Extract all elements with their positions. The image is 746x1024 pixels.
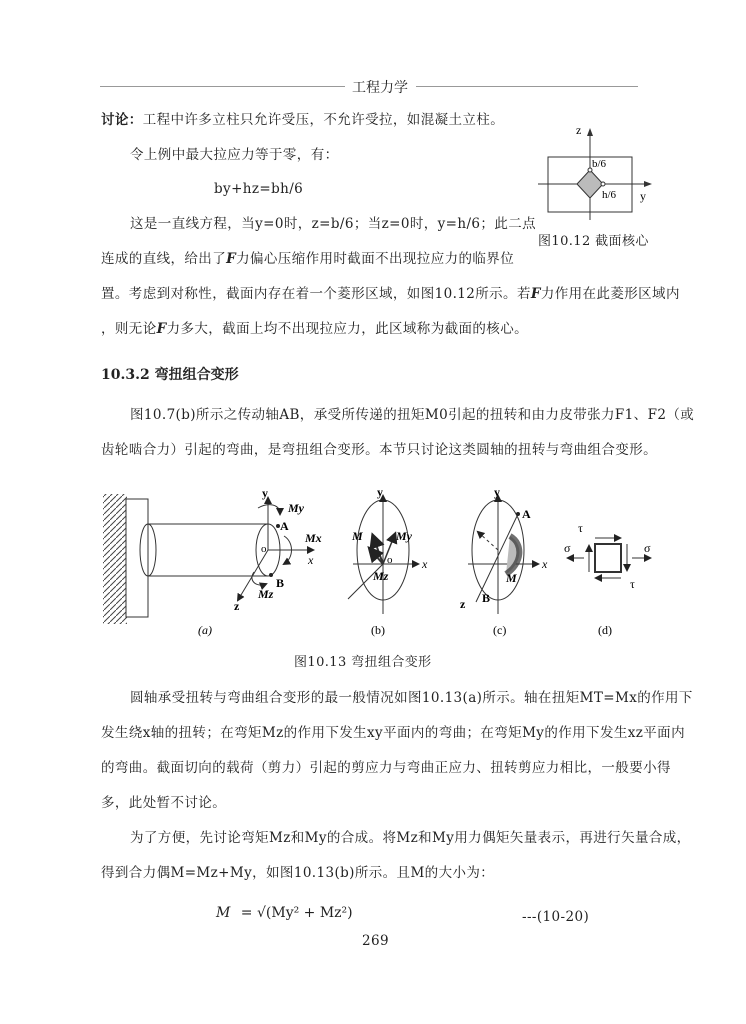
- formula-10-20: [216, 905, 353, 921]
- fig13-b-Mz-label: Mz: [373, 569, 389, 583]
- fig13-b-x-label: x: [422, 557, 428, 571]
- fig13-a-y-label: y: [262, 486, 268, 500]
- page-number: 269: [362, 933, 389, 949]
- fig12-caption: 图10.12 截面核心: [538, 234, 649, 249]
- para2-line3: 的弯曲。截面切向的载荷（剪力）引起的剪应力与弯曲正应力、扭转剪应力相比，一般要小得: [101, 760, 671, 776]
- para2-line4: 多，此处暂不讨论。: [101, 795, 227, 811]
- formula-number: ---(10-20): [522, 909, 590, 925]
- page-header-title: 工程力学: [352, 80, 408, 96]
- section-heading: 10.3.2 弯扭组合变形: [101, 367, 239, 383]
- fig13-a-x-label: x: [308, 553, 314, 567]
- fig13-a-o-label: o: [261, 543, 267, 555]
- para3-line2: 得到合力偶M=Mz+My，如图10.13(b)所示。且M的大小为：: [101, 865, 495, 881]
- fig12-z-label: z: [576, 123, 582, 137]
- fig12-y-label: y: [640, 189, 646, 203]
- fig13-sub-b: (b): [371, 623, 385, 637]
- core-diamond: [577, 170, 603, 198]
- fig13-d-sigma-left: σ: [564, 541, 571, 555]
- fig13-b-section: [348, 496, 418, 614]
- discussion-line-5: 置。考虑到对称性，截面内存在着一个菱形区域，如图10.12所示。若F力作用在此菱形区域内: [101, 286, 680, 302]
- discussion-label: 讨论：: [101, 112, 143, 128]
- equation-line: by+hz=bh/6: [214, 181, 304, 197]
- fig12-h6-label: h/6: [602, 189, 617, 201]
- fig13-caption: 图10.13 弯扭组合变形: [294, 655, 432, 670]
- formula-lhs: M: [216, 905, 231, 921]
- fig13-a-A-label: A: [280, 519, 289, 533]
- fig13-c-B-label: B: [482, 591, 491, 605]
- discussion-line-6: ，则无论F力多大，截面上均不出现拉应力，此区域称为截面的核心。: [101, 321, 529, 337]
- fig13-sub-c: (c): [493, 623, 507, 637]
- fig13-c-M-label: M: [506, 571, 517, 585]
- section-para1-line2: 齿轮啮合力）引起的弯曲，是弯扭组合变形。本节只讨论这类圆轴的扭转与弯曲组合变形。: [101, 442, 657, 458]
- discussion-line-1: [101, 114, 504, 128]
- fig13-a-shaft: [103, 494, 313, 624]
- discussion-line-2: 令上例中最大拉应力等于零，有：: [130, 147, 339, 163]
- para2-line2: 发生绕x轴的扭转；在弯矩Mz的作用下发生xy平面内的弯曲；在弯矩My的作用下发生xz平面内: [101, 725, 685, 741]
- fig13-b-o-label: o: [387, 554, 393, 566]
- fig13-a-Mx-label: Mx: [305, 531, 322, 545]
- fig13-a-z-label: z: [234, 599, 240, 613]
- discussion-line-3: 这是一直线方程，当y=0时，z=b/6；当z=0时，y=h/6；此二点: [130, 216, 537, 232]
- figure-10-12-section-core: [530, 122, 670, 230]
- para3-line1: 为了方便，先讨论弯矩Mz和My的合成。将Mz和My用力偶矩矢量表示，再进行矢量合成，: [130, 830, 691, 846]
- header-rule-left: [100, 86, 345, 87]
- discussion-text: 工程中许多立柱只允许受压，不允许受拉，如混凝土立柱。: [142, 112, 505, 128]
- fig13-a-Mz-label: Mz: [258, 587, 274, 601]
- fig13-c-x-label: x: [542, 557, 548, 571]
- fig13-a-B-label: B: [276, 576, 285, 590]
- fig13-d-stress-element: [568, 538, 650, 578]
- fig13-d-sigma-right: σ: [644, 541, 651, 555]
- z-axis-arrow-icon: [587, 128, 593, 136]
- fig13-c-z-label: z: [460, 597, 466, 611]
- fig13-b-M-label: M: [352, 529, 363, 543]
- fig13-c-y-label: y: [494, 485, 500, 499]
- fig13-b-My-label: My: [396, 529, 412, 543]
- fig13-sub-a: (a): [198, 623, 212, 637]
- fig13-c-A-label: A: [522, 507, 531, 521]
- header-rule-right: [416, 86, 638, 87]
- para2-line1: 圆轴承受扭转与弯曲组合变形的最一般情况如图10.13(a)所示。轴在扭矩MT=Mx的作用下: [130, 690, 693, 706]
- discussion-line-4: 连成的直线，给出了F力偏心压缩作用时截面不出现拉应力的临界位: [101, 251, 515, 267]
- fig12-b6-label: b/6: [592, 158, 607, 170]
- core-point-right: [601, 182, 605, 186]
- formula-rhs: = √(My² + Mz²): [240, 905, 353, 921]
- section-para1-line1: 图10.7(b)所示之传动轴AB，承受所传递的扭矩M0引起的扭转和由力皮带张力F1、F2（或: [130, 407, 695, 423]
- fig13-b-y-label: y: [377, 485, 383, 499]
- fig13-sub-d: (d): [598, 623, 612, 637]
- fig13-a-My-label: My: [288, 501, 304, 515]
- fig13-d-tau-bottom: τ: [630, 577, 635, 591]
- fig13-d-tau-top: τ: [578, 521, 583, 535]
- y-axis-arrow-icon: [644, 181, 652, 187]
- figure-10-13-bending-torsion: [98, 484, 678, 644]
